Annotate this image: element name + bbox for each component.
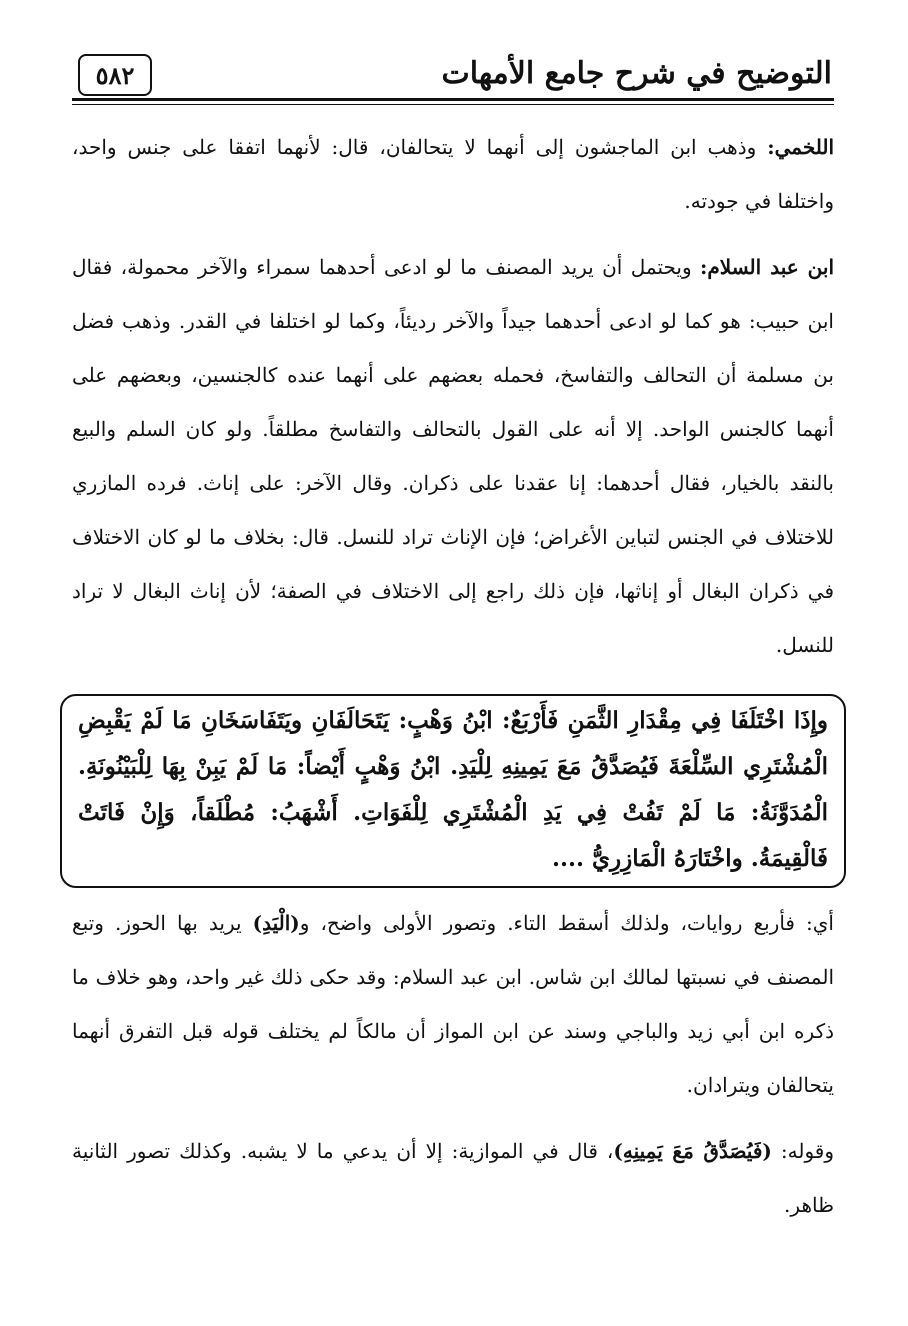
commentary-paragraph-2 — [72, 1124, 834, 1232]
speaker-label: اللخمي: — [767, 135, 834, 159]
quoted-term: (الْيَدِ) — [252, 911, 300, 935]
paragraph-text: وذهب ابن الماجشون إلى أنهما لا يتحالفان، قال: لأنهما اتفقا على جنس واحد، واختلفا في جودته. — [72, 135, 834, 213]
speaker-label: ابن عبد السلام: — [700, 255, 834, 279]
header-rule-thin — [72, 104, 834, 105]
matn-text: وإِذَا اخْتَلَفَا فِي مِقْدَارِ الثَّمَنِ فَأَرْبَعٌ: ابْنُ وَهْبٍ: يَتَحَالَفَانِ ويَتَفَاسَخَانِ مَا لَمْ يَقْبِضِ الْمُشْتَرِي السِّلْعَةَ فَيُصَدَّقُ مَعَ يَمِينِهِ لِلْيَدِ. ابْنُ وَهْبٍ أَيْضاً: مَا لَمْ يَبِنْ بِهَا لِلْبَيْنُونَةِ. الْمُدَوَّنَةُ: مَا لَمْ تَفُتْ فِي يَدِ الْمُشْتَرِي لِلْفَوَاتِ. أَشْهَبُ: مُطْلَقاً، وَإِنْ فَاتَتْ فَالْقِيمَةُ. واخْتَارَهُ الْمَازِرِيُّ .... — [78, 707, 828, 872]
commentary-text: ، قال في الموازية: إلا أن يدعي ما لا يشبه. وكذلك تصور الثانية ظاهر. — [72, 1139, 834, 1217]
commentary-paragraph-1 — [72, 896, 834, 1112]
matn-box — [60, 694, 846, 888]
commentary-text: يريد بها الحوز. وتبع المصنف في نسبتها لمالك ابن شاس. ابن عبد السلام: وقد حكى ذلك غير واحد، وهو خلاف ما ذكره ابن أبي زيد والباجي وسند عن ابن المواز أن مالكاً لم يختلف قوله قبل التفرق أنهما يتحالفان ويترادان. — [72, 911, 834, 1097]
page-number: ٥٨٢ — [78, 54, 152, 96]
paragraph-lakhmi — [72, 120, 834, 228]
book-page — [72, 48, 834, 1288]
header-rule — [72, 98, 834, 101]
page-header — [72, 48, 834, 106]
paragraph-text: ويحتمل أن يريد المصنف ما لو ادعى أحدهما سمراء والآخر محمولة، فقال ابن حبيب: هو كما لو ادعى أحدهما جيداً والآخر رديئاً، وكما لو اختلفا في القدر. وذهب فضل بن مسلمة أن التحالف والتفاسخ، فحمله بعضهم على أنهما عنده كالجنسين، وبعضهم على أنهما كالجنس الواحد. إلا أنه على القول بالتحالف والتفاسخ مطلقاً. ولو كان السلم والبيع بالنقد بالخيار، فقال أحدهما: إنا عقدنا على ذكران. وقال الآخر: على إناث. فرده المازري للاختلاف في الجنس لتباين الأغراض؛ فإن الإناث تراد للنسل. قال: بخلاف ما لو كان الاختلاف في ذكران البغال أو إناثها، فإن ذلك راجع إلى الاختلاف في الصفة؛ لأن إناث البغال لا تراد للنسل. — [72, 255, 834, 657]
commentary-text: أي: فأربع روايات، ولذلك أسقط التاء. وتصور الأولى واضح، و — [299, 911, 834, 935]
paragraph-ibn-abd-al-salam — [72, 240, 834, 672]
quoted-term: (فَيُصَدَّقُ مَعَ يَمِينِهِ) — [613, 1139, 772, 1163]
commentary-text: وقوله: — [771, 1139, 834, 1163]
running-title: التوضيح في شرح جامع الأمهات — [441, 56, 832, 91]
